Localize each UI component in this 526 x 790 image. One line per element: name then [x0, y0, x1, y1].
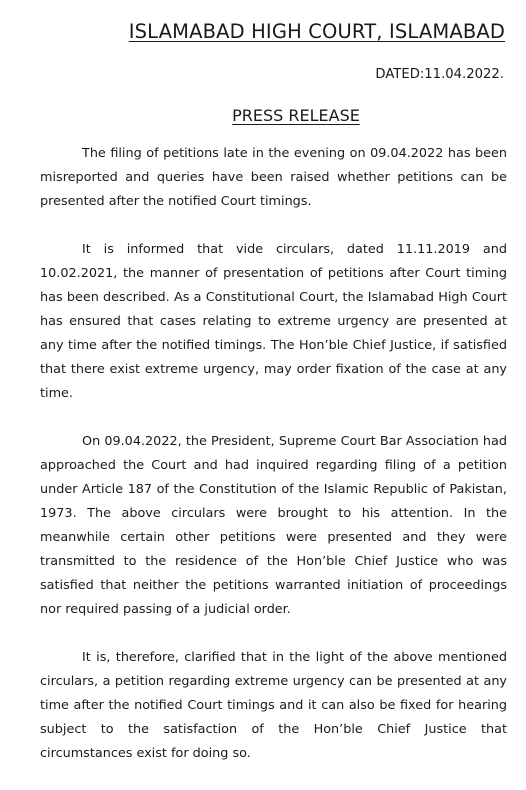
press-release-body: [40, 142, 507, 790]
court-title: ISLAMABAD HIGH COURT, ISLAMABAD: [128, 20, 505, 43]
paragraph-4: It is, therefore, clarified that in the light of the above mentioned circulars, a petition regarding extreme urgency can be presented at any time after the notified Court timings and it can also be fixed for hearing subject to the satisfaction of the Hon’ble Chief Justice that circumstances exist for doing so.: [40, 650, 507, 761]
paragraph-1: The filing of petitions late in the evening on 09.04.2022 has been misreported and queries have been raised whether petitions can be presented after the notified Court timings.: [40, 146, 507, 209]
release-date: DATED:11.04.2022.: [375, 67, 504, 82]
paragraph-3: On 09.04.2022, the President, Supreme Court Bar Association had approached the Court and had inquired regarding filing of a petition under Article 187 of the Constitution of the Islamic Republic of Pakistan, 1973. The above circulars were brought to his attention. In the meanwhile certain other petitions were presented and they were transmitted to the residence of the Hon’ble Chief Justice who was satisfied that neither the petitions warranted initiation of proceedings nor required passing of a judicial order.: [40, 434, 507, 617]
document-heading: PRESS RELEASE: [232, 106, 360, 125]
paragraph-2: It is informed that vide circulars, dated 11.11.2019 and 10.02.2021, the manner of presentation of petitions after Court timing has been described. As a Constitutional Court, the Islamabad High Court has ensured that cases relating to extreme urgency are presented at any time after the notified timings. The Hon’ble Chief Justice, if satisfied that there exist extreme urgency, may order fixation of the case at any time.: [40, 242, 507, 401]
